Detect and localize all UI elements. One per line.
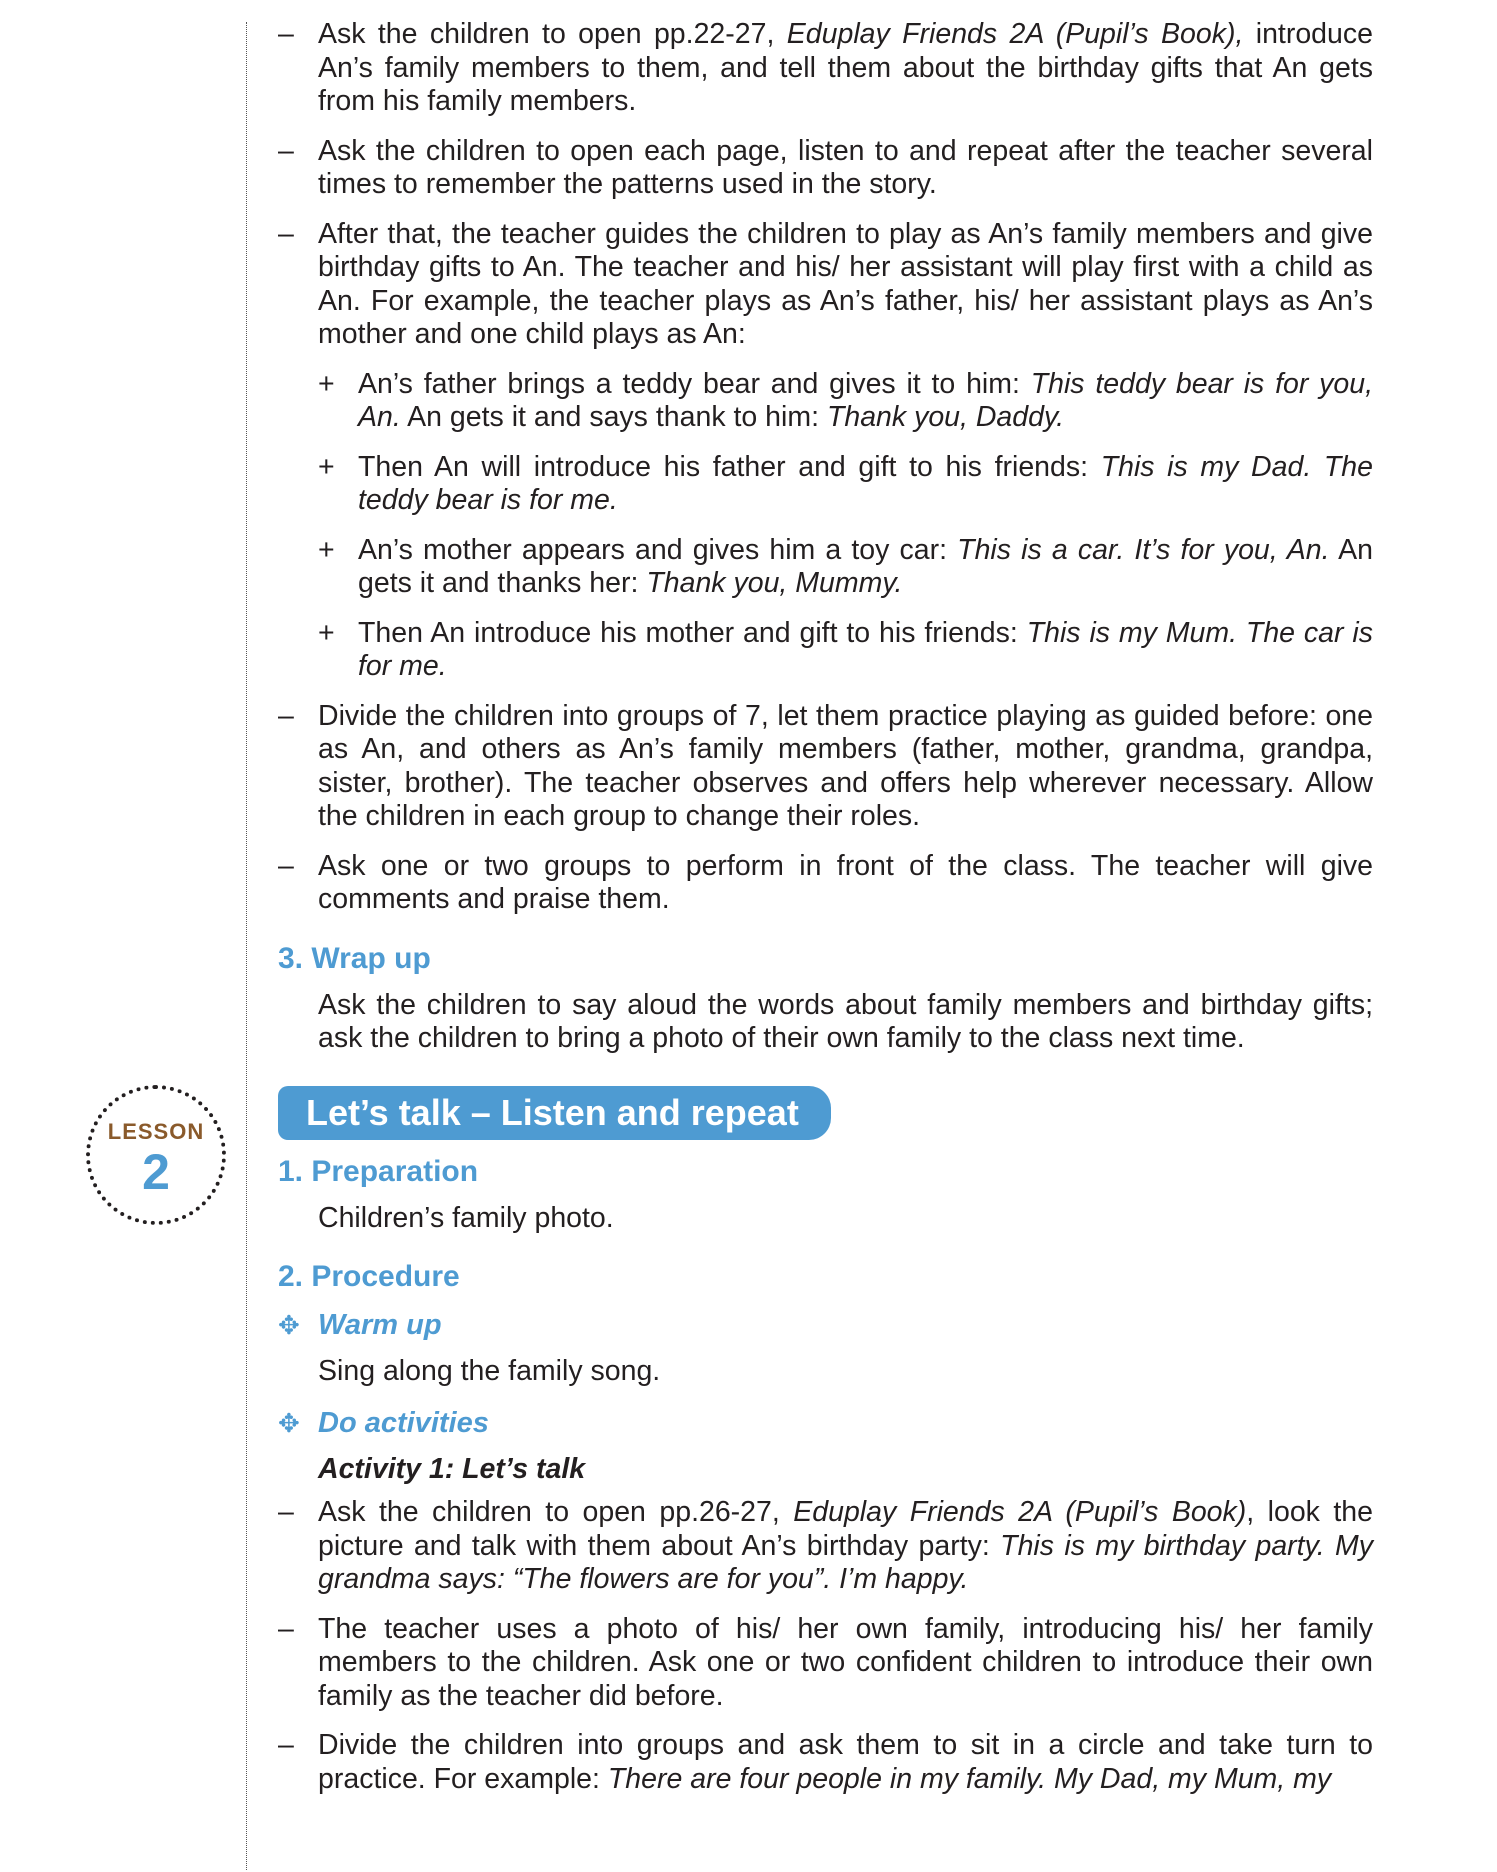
dash-marker: – bbox=[278, 1612, 294, 1645]
wrap-up-text: Ask the children to say aloud the words about family members and birthday gifts; ask the children to bring a photo of their own family to the class next time. bbox=[318, 988, 1373, 1054]
list-item bbox=[278, 1496, 1373, 1597]
list-item bbox=[278, 850, 1373, 917]
sub-list-item bbox=[278, 451, 1373, 518]
lesson-badge-word: LESSON bbox=[107, 1119, 205, 1144]
procedure-heading: 2. Procedure bbox=[278, 1260, 460, 1293]
item-text: The teacher uses a photo of his/ her own family, introducing his/ her family members to the children. Ask one or two confident children to introduce their own family as the teacher did before. bbox=[318, 1612, 1373, 1712]
item-italic: Eduplay Friends 2A (Pupil’s Book) bbox=[793, 1496, 1247, 1528]
item-text: Ask one or two groups to perform in front of the class. The teacher will give comments and praise them. bbox=[318, 849, 1373, 915]
sub-list-item bbox=[278, 617, 1373, 684]
list-item bbox=[278, 700, 1373, 834]
sub-list-item bbox=[278, 368, 1373, 435]
item-text: Divide the children into groups and ask them to sit in a circle and take turn to practice. For example: bbox=[318, 1729, 1373, 1795]
list-item bbox=[278, 18, 1373, 119]
list-item bbox=[278, 218, 1373, 352]
dash-marker: – bbox=[278, 217, 294, 250]
sub-italic: This is a car. It’s for you, An. bbox=[957, 533, 1330, 566]
sub-text: Then An will introduce his father and gift to his friends: bbox=[358, 450, 1101, 483]
sub-italic: This teddy bear is for you, An. bbox=[358, 367, 1373, 433]
list-item bbox=[278, 1729, 1373, 1796]
item-text: introduce An’s family members to them, and tell them about the birthday gifts that An gets from his family members. bbox=[318, 18, 1373, 117]
item-text: , look the picture and talk with them about An’s birthday party: bbox=[318, 1496, 1374, 1562]
page-content bbox=[278, 18, 1373, 1812]
plus-marker: + bbox=[318, 533, 335, 566]
lesson-badge-number: 2 bbox=[142, 1144, 170, 1200]
sub-list-item bbox=[278, 534, 1373, 601]
sub-italic: Thank you, Daddy. bbox=[826, 401, 1065, 433]
warm-up-label: Warm up bbox=[318, 1309, 442, 1341]
list-item bbox=[278, 1613, 1373, 1714]
preparation-text: Children’s family photo. bbox=[318, 1201, 614, 1234]
do-activities-label: Do activities bbox=[318, 1406, 489, 1439]
dash-marker: – bbox=[278, 134, 294, 167]
item-text: Ask the children to open each page, listen to and repeat after the teacher several times to remember the patterns used in the story. bbox=[318, 134, 1373, 200]
sub-text: Then An introduce his mother and gift to his friends: bbox=[358, 616, 1027, 649]
sub-text: An gets it and thanks her: bbox=[358, 533, 1373, 599]
sub-italic: This is my Mum. The car is for me. bbox=[358, 616, 1373, 682]
item-text: After that, the teacher guides the children to play as An’s family members and give birthday gifts to An. The teacher and his/ her assistant will play first with a child as An. For example, the teacher plays as An’s father, his/ her assistant plays as An’s mother and one child plays as An: bbox=[318, 217, 1373, 350]
dash-marker: – bbox=[278, 18, 294, 50]
diamond-icon: ✥ bbox=[278, 1407, 300, 1438]
lesson-badge bbox=[86, 1085, 226, 1225]
dash-marker: – bbox=[278, 1729, 294, 1761]
lesson-banner: Let’s talk – Listen and repeat bbox=[278, 1086, 831, 1140]
sub-italic: This is my Dad. The teddy bear is for me. bbox=[358, 450, 1373, 516]
warm-up-text: Sing along the family song. bbox=[318, 1355, 661, 1387]
diamond-icon: ✥ bbox=[278, 1310, 300, 1340]
plus-marker: + bbox=[318, 367, 335, 400]
sub-italic: Thank you, Mummy. bbox=[646, 567, 903, 599]
plus-marker: + bbox=[318, 616, 335, 649]
sub-text: An gets it and says thank to him: bbox=[400, 401, 827, 433]
sub-text: An’s father brings a teddy bear and gives it to him: bbox=[358, 367, 1031, 400]
item-text: Ask the children to open pp.26-27, bbox=[318, 1496, 794, 1528]
dash-marker: – bbox=[278, 699, 294, 732]
dash-marker: – bbox=[278, 849, 294, 882]
dotted-margin-line bbox=[246, 22, 247, 1870]
item-text: Ask the children to open pp.22-27, bbox=[318, 18, 787, 50]
dash-marker: – bbox=[278, 1496, 294, 1528]
do-activities-heading bbox=[278, 1405, 1373, 1441]
item-italic: There are four people in my family. My Dad, my Mum, my bbox=[607, 1762, 1332, 1795]
list-item bbox=[278, 135, 1373, 202]
wrap-up-heading: 3. Wrap up bbox=[278, 941, 431, 975]
item-italic: This is my birthday party. My grandma says: “The flowers are for you”. I’m happy. bbox=[318, 1529, 1373, 1595]
activity-title: Activity 1: Let’s talk bbox=[318, 1452, 586, 1485]
warm-up-heading bbox=[278, 1307, 1373, 1343]
preparation-heading: 1. Preparation bbox=[278, 1154, 479, 1188]
plus-marker: + bbox=[318, 450, 335, 483]
item-italic: Eduplay Friends 2A (Pupil’s Book), bbox=[786, 18, 1244, 50]
sub-text: An’s mother appears and gives him a toy car: bbox=[358, 533, 958, 566]
item-text: Divide the children into groups of 7, let them practice playing as guided before: one as An, and others as An’s family members (father, mother, grandma, grandpa, sister, brother). The teacher observes and offers help wherever necessary. Allow the children in each group to change their roles. bbox=[318, 699, 1373, 832]
